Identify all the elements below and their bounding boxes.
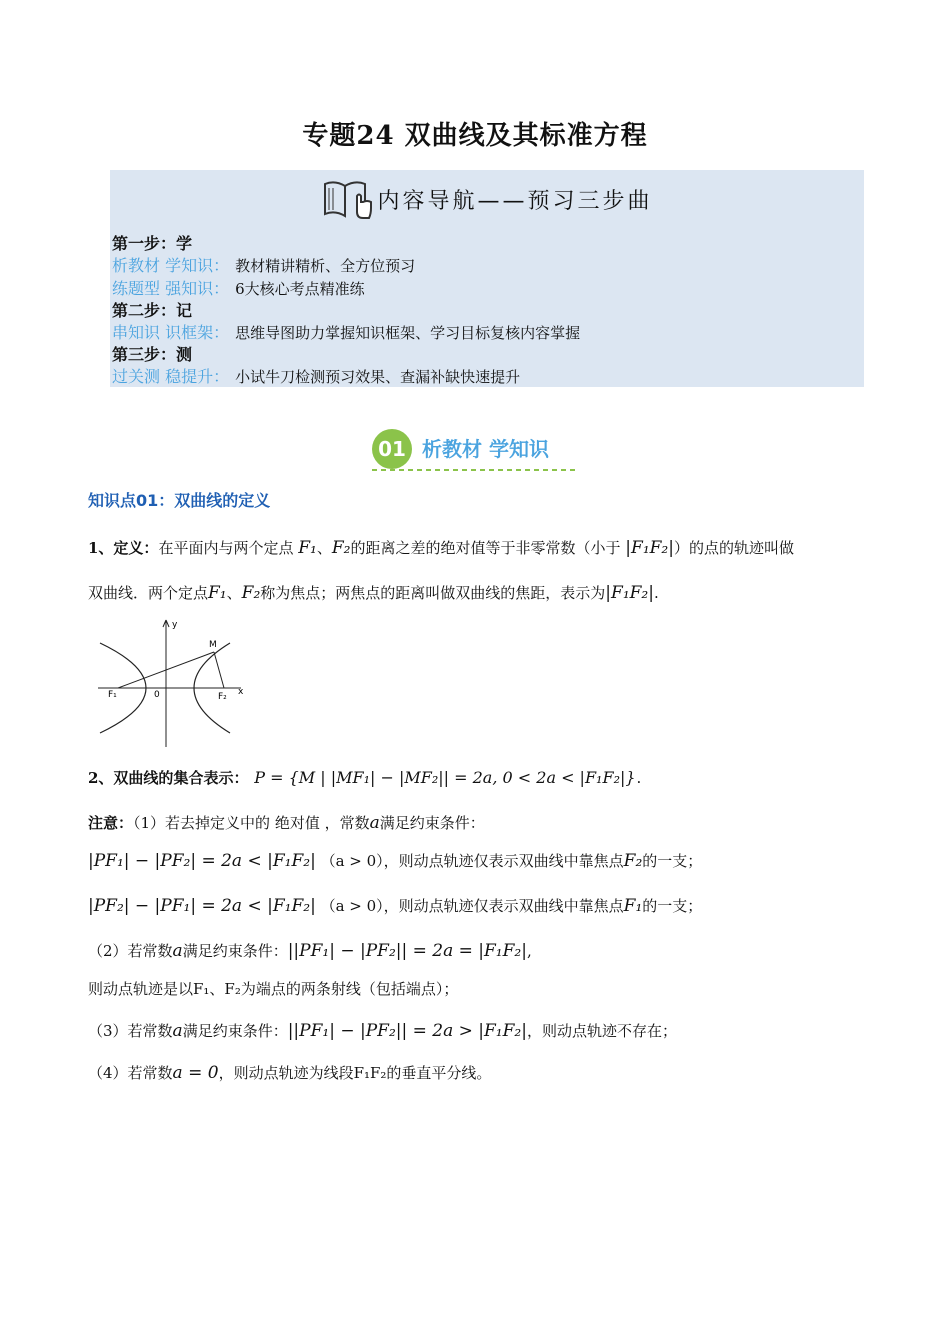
step3-label: 第三步：测 (112, 345, 193, 364)
line2-label: 练题型 强知识： (112, 279, 230, 298)
focal-distance: |F₁F₂| (625, 538, 674, 558)
def-text: 、 (226, 584, 242, 602)
step2-label: 第二步：记 (112, 301, 193, 320)
note-text: （1）若去掉定义中的 绝对值 ，常数 (133, 814, 370, 832)
note-line-2b (88, 978, 458, 999)
nav-line3 (112, 322, 580, 344)
set-representation (88, 767, 641, 788)
set-formula: P = {M | |MF₁| − |MF₂|| = 2a, 0 < 2a < |F₁F₂|} (254, 768, 636, 787)
line2-text: 6大核心考点精准练 (235, 280, 365, 298)
formula-2: |PF₂| − |PF₁| = 2a < |F₁F₂| (88, 896, 316, 916)
line4-label: 过关测 稳提升： (112, 367, 230, 386)
line3-text: 思维导图助力掌握知识框架、学习目标复核内容掌握 (235, 324, 581, 342)
note-text: ，则动点轨迹不存在； (526, 1022, 677, 1040)
def-text: 、 (316, 539, 332, 557)
F1-label: F₁ (108, 690, 117, 700)
section-badge (368, 423, 580, 473)
note-label: 注意： (88, 814, 134, 832)
definition-line2 (88, 582, 659, 603)
symbol-F2: F₂ (331, 538, 351, 558)
hyperbola-figure (96, 615, 256, 755)
knowledge-point-title: 知识点01：双曲线的定义 (88, 491, 271, 510)
note-text: （4）若常数 (88, 1064, 173, 1082)
nav-step1 (112, 233, 192, 255)
nav-line4 (112, 366, 520, 388)
note-text: , (526, 942, 532, 960)
def-text: 的距离之差的绝对值等于非零常数（小于 (350, 539, 621, 557)
def-text: 双曲线．两个定点 (88, 584, 209, 602)
set-end: . (636, 769, 642, 787)
note-text: 则动点轨迹是以F₁、F₂为端点的两条射线（包括端点）； (88, 980, 459, 998)
symbol-F1: F₁ (208, 583, 227, 603)
page-title: 专题24 双曲线及其标准方程 (302, 121, 648, 151)
formula-4: ||PF₁| − |PF₂|| = 2a > |F₁F₂| (287, 1021, 527, 1041)
nav-line1 (112, 255, 415, 277)
note-text: ，则动点轨迹为线段F₁F₂的垂直平分线。 (218, 1064, 492, 1082)
note-text: （a > 0），则动点轨迹仅表示双曲线中靠焦点 (320, 852, 624, 870)
line-F2M (214, 652, 224, 688)
note-text: （3）若常数 (88, 1022, 173, 1040)
note-text: 的一支； (642, 852, 703, 870)
origin-label: 0 (154, 690, 160, 700)
nav-heading (110, 174, 864, 224)
formula-5: a = 0 (172, 1063, 219, 1083)
note-case-1 (88, 850, 702, 871)
x-label: x (238, 687, 244, 697)
step1-label: 第一步：学 (112, 234, 193, 253)
focal-distance: |F₁F₂| (605, 583, 654, 603)
definition-label: 1、定义： (88, 539, 159, 557)
def-text: . (653, 584, 659, 602)
note-text: 满足约束条件： (379, 814, 485, 832)
nav-heading-text: 内容导航——预习三步曲 (377, 188, 653, 214)
line1-text: 教材精讲精析、全方位预习 (235, 257, 416, 275)
note-text: 满足约束条件： (182, 1022, 288, 1040)
nav-line2 (112, 278, 365, 300)
note-text: （a > 0），则动点轨迹仅表示双曲线中靠焦点 (320, 897, 624, 915)
F2-label: F₂ (218, 692, 227, 702)
note-text: （2）若常数 (88, 942, 173, 960)
formula-3: ||PF₁| − |PF₂|| = 2a = |F₁F₂| (287, 941, 527, 961)
symbol-F2: F₂ (623, 851, 643, 871)
line3-label: 串知识 识框架： (112, 323, 230, 342)
content-nav-box (110, 170, 864, 387)
note-text: 满足约束条件： (182, 942, 288, 960)
M-label: M (209, 640, 217, 650)
symbol-F1: F₁ (623, 896, 643, 916)
def-text: 称为焦点；两焦点的距离叫做双曲线的焦距，表示为 (260, 584, 606, 602)
nav-step3 (112, 344, 192, 366)
note-line-4 (88, 1062, 491, 1083)
symbol-a: a (369, 813, 380, 833)
formula-1: |PF₁| − |PF₂| = 2a < |F₁F₂| (88, 851, 316, 871)
note-line-1 (88, 812, 485, 833)
note-line-3 (88, 1020, 677, 1041)
symbol-F2: F₂ (241, 583, 261, 603)
note-text: 的一支； (642, 897, 703, 915)
section-label: 析教材 学知识 (422, 437, 549, 461)
section-number: 01 (378, 437, 406, 461)
note-line-2 (88, 940, 532, 961)
book-icon (321, 176, 373, 222)
set-label: 2、双曲线的集合表示： (88, 769, 249, 787)
line4-text: 小试牛刀检测预习效果、查漏补缺快速提升 (235, 368, 521, 386)
note-case-2 (88, 895, 702, 916)
y-label: y (172, 620, 178, 630)
def-text: ）的点的轨迹叫做 (673, 539, 794, 557)
symbol-a: a (172, 1021, 183, 1041)
def-text: 在平面内与两个定点 (158, 539, 294, 557)
line1-label: 析教材 学知识： (112, 256, 230, 275)
definition-line1 (88, 537, 794, 558)
nav-step2 (112, 300, 192, 322)
symbol-a: a (172, 941, 183, 961)
symbol-F1: F₁ (298, 538, 317, 558)
